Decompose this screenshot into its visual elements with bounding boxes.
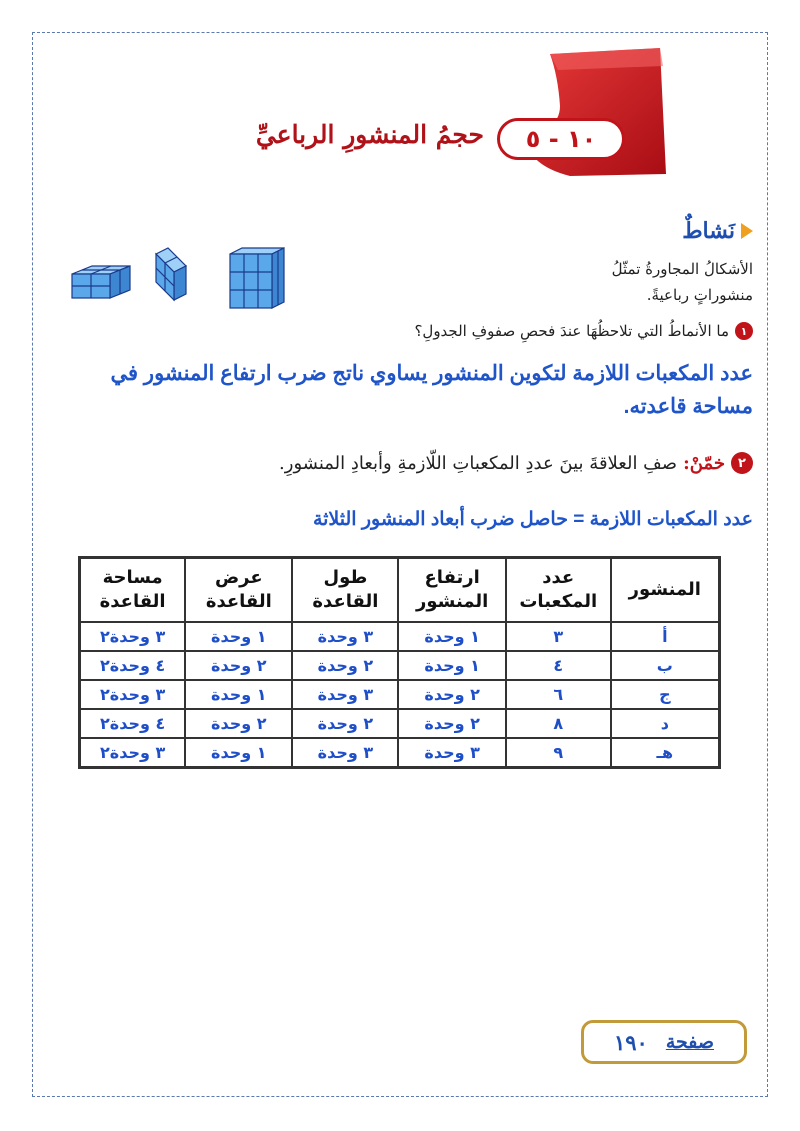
question-1 <box>414 322 753 340</box>
cell-cubes: ٨ <box>506 709 611 738</box>
header-cubes: عدد المكعبات <box>506 558 611 623</box>
cell-length: ٢ وحدة <box>292 709 398 738</box>
cell-cubes: ٤ <box>506 651 611 680</box>
cell-prism: هـ <box>611 738 720 768</box>
cell-height: ١ وحدة <box>398 622 505 651</box>
cube-prism-tall-icon <box>156 248 186 300</box>
page-number: ١٩٠ <box>613 1029 648 1055</box>
answer-2: عدد المكعبات اللازمة = حاصل ضرب أبعاد المنشور الثلاثة <box>312 509 753 530</box>
cell-height: ٢ وحدة <box>398 709 505 738</box>
answer-1: عدد المكعبات اللازمة لتكوين المنشور يساوي ناتج ضرب ارتفاع المنشور في مساحة قاعدته. <box>110 362 753 418</box>
question-number-badge: ١ <box>735 322 753 340</box>
question-1-text: ما الأنماطُ التي تلاحظُهَا عندَ فحصِ صفوفِ الجدولِ؟ <box>414 322 729 340</box>
intro-line-1: الأشكالُ المجاورةُ تمثّلُ <box>611 260 753 278</box>
header-length: طول القاعدة <box>292 558 398 623</box>
cell-prism: د <box>611 709 720 738</box>
table-row <box>80 709 720 738</box>
cell-height: ١ وحدة <box>398 651 505 680</box>
cell-area: ٤ وحدة٢ <box>80 709 186 738</box>
cell-length: ٣ وحدة <box>292 680 398 709</box>
cell-length: ٣ وحدة <box>292 622 398 651</box>
header-width: عرض القاعدة <box>185 558 292 623</box>
header-height: ارتفاع المنشور <box>398 558 505 623</box>
cell-width: ٢ وحدة <box>185 651 292 680</box>
cell-width: ١ وحدة <box>185 680 292 709</box>
cell-height: ٢ وحدة <box>398 680 505 709</box>
cell-cubes: ٣ <box>506 622 611 651</box>
cell-cubes: ٦ <box>506 680 611 709</box>
table-row <box>80 738 720 768</box>
header-area: مساحة القاعدة <box>80 558 186 623</box>
question-2-text: صفِ العلاقةَ بينَ عددِ المكعباتِ اللّازمةِ وأبعادِ المنشورِ. <box>279 452 678 474</box>
lesson-number: ١٠ - ٥ <box>525 125 597 153</box>
activity-title: نَشاطٌ <box>682 218 735 244</box>
cell-height: ٣ وحدة <box>398 738 505 768</box>
activity-intro <box>533 256 753 308</box>
cell-prism: أ <box>611 622 720 651</box>
intro-line-2: منشوراتٍ رباعيةً. <box>646 286 753 304</box>
cell-area: ٣ وحدة٢ <box>80 680 186 709</box>
page-label: صفحة <box>665 1031 715 1053</box>
cell-width: ٢ وحدة <box>185 709 292 738</box>
cell-cubes: ٩ <box>506 738 611 768</box>
cell-width: ١ وحدة <box>185 738 292 768</box>
cell-width: ١ وحدة <box>185 622 292 651</box>
cube-prism-flat-icon <box>72 266 130 298</box>
table-row <box>80 651 720 680</box>
activity-heading <box>682 218 753 244</box>
lesson-title: حجمُ المنشورِ الرباعيِّ <box>255 120 484 149</box>
triangle-bullet-icon <box>741 223 753 239</box>
cell-prism: ج <box>611 680 720 709</box>
table-header-row <box>80 558 720 623</box>
cell-length: ٣ وحدة <box>292 738 398 768</box>
cell-area: ٣ وحدة٢ <box>80 622 186 651</box>
page-number-box <box>581 1020 747 1064</box>
cell-area: ٤ وحدة٢ <box>80 651 186 680</box>
table-row <box>80 622 720 651</box>
header-prism: المنشور <box>611 558 720 623</box>
cell-length: ٢ وحدة <box>292 651 398 680</box>
prism-illustrations <box>70 244 290 312</box>
cell-area: ٣ وحدة٢ <box>80 738 186 768</box>
cell-prism: ب <box>611 651 720 680</box>
table-row <box>80 680 720 709</box>
cube-prism-large-icon <box>230 248 284 308</box>
question-number-badge: ٢ <box>731 452 753 474</box>
prism-table <box>78 556 721 769</box>
question-2-label: خمّنْ: <box>683 452 725 474</box>
question-2 <box>279 452 753 474</box>
lesson-number-badge <box>497 118 625 160</box>
